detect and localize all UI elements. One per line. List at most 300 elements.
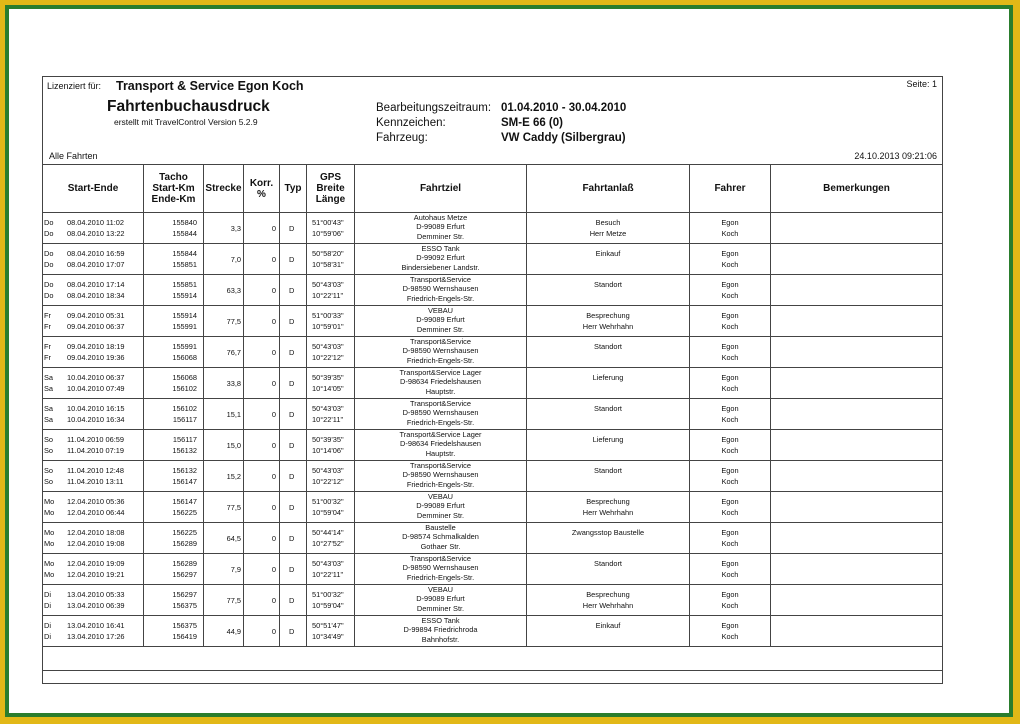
gps-lat: 51°00'32" xyxy=(312,497,344,506)
table-cell xyxy=(306,213,354,243)
destination-city: D-99894 Friedrichroda xyxy=(403,625,478,634)
destination-city: D-98574 Schmalkalden xyxy=(402,532,479,541)
start-datetime: 10.04.2010 06:37 xyxy=(67,373,125,382)
gps-lon: 10°27'52" xyxy=(312,539,344,548)
trip-type: D xyxy=(289,565,295,574)
table-cell xyxy=(354,244,526,274)
table-cell xyxy=(354,306,526,336)
destination-name: Transport&Service Lager xyxy=(399,368,482,377)
table-cell xyxy=(526,213,689,243)
table-cell xyxy=(354,492,526,522)
gps-lon: 10°34'49" xyxy=(312,632,344,641)
printed-date: 24.10.2013 09:21:06 xyxy=(854,151,937,161)
table-cell xyxy=(354,461,526,491)
table-cell xyxy=(526,523,689,553)
table-cell xyxy=(770,554,942,584)
table-cell xyxy=(526,554,689,584)
driver-lastname: Koch xyxy=(721,477,739,486)
table-cell xyxy=(203,213,243,243)
gps-lat: 50°43'03" xyxy=(312,404,344,413)
weekday: Mo xyxy=(44,570,55,579)
destination-name: Transport&Service xyxy=(410,275,471,284)
table-cell xyxy=(243,430,279,460)
table-row xyxy=(43,213,942,244)
table-cell xyxy=(689,337,770,367)
weekday: Sa xyxy=(44,373,54,382)
table-cell xyxy=(689,492,770,522)
table-cell xyxy=(770,585,942,615)
table-cell xyxy=(43,244,143,274)
end-datetime: 11.04.2010 13:11 xyxy=(67,477,124,486)
end-km: 156117 xyxy=(172,415,197,424)
table-cell xyxy=(243,213,279,243)
driver-lastname: Koch xyxy=(721,508,739,517)
table-cell xyxy=(43,492,143,522)
table-row xyxy=(43,306,942,337)
start-datetime: 11.04.2010 06:59 xyxy=(67,435,124,444)
weekday: Sa xyxy=(44,384,54,393)
trip-purpose: Einkauf xyxy=(595,249,621,258)
gps-lon: 10°22'11" xyxy=(312,570,344,579)
table-cell xyxy=(354,368,526,398)
table-cell xyxy=(770,523,942,553)
table-cell xyxy=(43,306,143,336)
destination-city: D-99089 Erfurt xyxy=(416,222,465,231)
distance: 77,5 xyxy=(226,317,241,326)
table-cell xyxy=(203,523,243,553)
end-km: 155851 xyxy=(172,260,197,269)
start-km: 155991 xyxy=(172,342,197,351)
table-cell xyxy=(306,461,354,491)
end-km: 155991 xyxy=(172,322,197,331)
end-datetime: 09.04.2010 06:37 xyxy=(67,322,125,331)
weekday: So xyxy=(44,446,54,455)
table-row xyxy=(43,492,942,523)
end-km: 156102 xyxy=(172,384,197,393)
start-datetime: 13.04.2010 16:41 xyxy=(67,621,125,630)
weekday: Sa xyxy=(44,415,54,424)
start-km: 155851 xyxy=(172,280,197,289)
end-datetime: 12.04.2010 19:08 xyxy=(67,539,125,548)
table-cell xyxy=(43,523,143,553)
correction: 0 xyxy=(271,472,276,481)
weekday: Fr xyxy=(44,322,51,331)
gps-lat: 50°43'03" xyxy=(312,280,344,289)
col-tacho xyxy=(143,165,203,212)
driver-firstname: Egon xyxy=(721,528,739,537)
gps-lon: 10°58'31" xyxy=(312,260,344,269)
col-fahrer: Fahrer xyxy=(689,165,770,212)
table-cell xyxy=(43,461,143,491)
table-cell xyxy=(279,213,306,243)
correction: 0 xyxy=(271,503,276,512)
table-cell xyxy=(243,306,279,336)
table-cell xyxy=(526,430,689,460)
gps-lat: 51°00'43" xyxy=(312,218,344,227)
trip-type: D xyxy=(289,379,295,388)
end-datetime: 10.04.2010 16:34 xyxy=(67,415,125,424)
table-cell xyxy=(306,523,354,553)
start-km: 155840 xyxy=(172,218,197,227)
driver-firstname: Egon xyxy=(721,621,739,630)
gps-lat: 51°00'32" xyxy=(312,590,344,599)
table-cell xyxy=(770,492,942,522)
table-row xyxy=(43,461,942,492)
weekday: Mo xyxy=(44,559,55,568)
table-cell xyxy=(43,616,143,646)
table-cell xyxy=(43,213,143,243)
destination-street: Demminer Str. xyxy=(416,604,465,613)
correction: 0 xyxy=(271,317,276,326)
start-datetime: 12.04.2010 19:09 xyxy=(67,559,125,568)
table-cell xyxy=(354,430,526,460)
table-cell xyxy=(143,337,203,367)
table-cell xyxy=(143,244,203,274)
table-cell xyxy=(43,585,143,615)
correction: 0 xyxy=(271,286,276,295)
weekday: Sa xyxy=(44,404,54,413)
gps-lat: 51°00'33" xyxy=(312,311,344,320)
destination-city: D-98590 Wernshausen xyxy=(402,346,479,355)
destination-street: Bindersiebener Landstr. xyxy=(401,263,480,272)
table-row xyxy=(43,523,942,554)
table-cell xyxy=(526,461,689,491)
driver-lastname: Koch xyxy=(721,570,739,579)
weekday: So xyxy=(44,477,54,486)
table-row xyxy=(43,554,942,585)
table-cell xyxy=(143,368,203,398)
destination-name: Transport&Service Lager xyxy=(399,430,482,439)
col-strecke: Strecke xyxy=(203,165,243,212)
destination-city: D-98634 Friedelshausen xyxy=(400,377,481,386)
trip-purpose: Lieferung xyxy=(592,373,624,382)
end-km: 156147 xyxy=(172,477,197,486)
destination-name: ESSO Tank xyxy=(421,616,460,625)
weekday: Do xyxy=(44,260,54,269)
start-km: 156132 xyxy=(172,466,197,475)
table-cell xyxy=(203,337,243,367)
driver-firstname: Egon xyxy=(721,249,739,258)
table-cell xyxy=(770,616,942,646)
destination-city: D-99089 Erfurt xyxy=(416,594,465,603)
trip-purpose: Standort xyxy=(594,342,622,351)
destination-street: Friedrich-Engels-Str. xyxy=(406,294,475,303)
table-cell xyxy=(143,213,203,243)
weekday: So xyxy=(44,466,54,475)
destination-street: Hauptstr. xyxy=(425,449,456,458)
correction: 0 xyxy=(271,410,276,419)
end-datetime: 11.04.2010 07:19 xyxy=(67,446,124,455)
table-cell xyxy=(354,554,526,584)
table-cell xyxy=(526,306,689,336)
weekday: Do xyxy=(44,291,54,300)
gps-lon: 10°59'04" xyxy=(312,508,344,517)
distance: 15,1 xyxy=(226,410,241,419)
table-row xyxy=(43,430,942,461)
table-cell xyxy=(143,523,203,553)
table-cell xyxy=(279,337,306,367)
plate-label: Kennzeichen: xyxy=(376,117,446,129)
table-cell xyxy=(43,337,143,367)
table-cell xyxy=(279,585,306,615)
contact-person: Herr Wehrhahn xyxy=(582,601,634,610)
driver-firstname: Egon xyxy=(721,590,739,599)
destination-city: D-98590 Wernshausen xyxy=(402,563,479,572)
gps-lat: 50°39'35" xyxy=(312,435,344,444)
table-cell xyxy=(306,368,354,398)
start-km: 156147 xyxy=(172,497,197,506)
start-datetime: 09.04.2010 18:19 xyxy=(67,342,125,351)
driver-lastname: Koch xyxy=(721,632,739,641)
trip-purpose: Standort xyxy=(594,280,622,289)
table-cell xyxy=(770,213,942,243)
table-cell xyxy=(770,368,942,398)
distance: 63,3 xyxy=(226,286,241,295)
trip-type: D xyxy=(289,255,295,264)
table-cell xyxy=(203,492,243,522)
start-datetime: 11.04.2010 12:48 xyxy=(67,466,124,475)
gps-lon: 10°14'06" xyxy=(312,446,344,455)
driver-lastname: Koch xyxy=(721,601,739,610)
table-cell xyxy=(526,492,689,522)
document-subtitle: erstellt mit TravelControl Version 5.2.9 xyxy=(114,117,258,127)
driver-firstname: Egon xyxy=(721,342,739,351)
destination-street: Demminer Str. xyxy=(416,232,465,241)
driver-firstname: Egon xyxy=(721,559,739,568)
col-korr-label: Korr. % xyxy=(249,177,274,200)
contact-person: Herr Wehrhahn xyxy=(582,322,634,331)
col-fahrtziel: Fahrtziel xyxy=(354,165,526,212)
gps-lon: 10°59'01" xyxy=(312,322,344,331)
start-datetime: 12.04.2010 05:36 xyxy=(67,497,125,506)
table-cell xyxy=(279,306,306,336)
weekday: Di xyxy=(44,632,51,641)
table-row xyxy=(43,244,942,275)
destination-name: Transport&Service xyxy=(410,399,471,408)
table-cell xyxy=(143,616,203,646)
destination-name: ESSO Tank xyxy=(421,244,460,253)
trip-purpose: Zwangsstop Baustelle xyxy=(571,528,645,537)
driver-firstname: Egon xyxy=(721,404,739,413)
table-cell xyxy=(526,368,689,398)
driver-firstname: Egon xyxy=(721,435,739,444)
table-row xyxy=(43,337,942,368)
table-cell xyxy=(770,275,942,305)
col-typ: Typ xyxy=(279,165,306,212)
trip-type: D xyxy=(289,534,295,543)
start-km: 155914 xyxy=(172,311,197,320)
weekday: Di xyxy=(44,621,51,630)
weekday: Mo xyxy=(44,528,55,537)
trip-type: D xyxy=(289,596,295,605)
col-anlass: Fahrtanlaß xyxy=(526,165,689,212)
table-cell xyxy=(770,306,942,336)
table-cell xyxy=(203,430,243,460)
table-cell xyxy=(526,616,689,646)
page-number: Seite: 1 xyxy=(906,79,937,89)
table-cell xyxy=(143,492,203,522)
weekday: So xyxy=(44,435,54,444)
table-footer-row xyxy=(43,649,942,671)
correction: 0 xyxy=(271,441,276,450)
weekday: Do xyxy=(44,218,54,227)
destination-street: Friedrich-Engels-Str. xyxy=(406,480,475,489)
gps-lon: 10°22'12" xyxy=(312,353,344,362)
table-cell xyxy=(526,399,689,429)
company-name: Transport & Service Egon Koch xyxy=(116,79,304,93)
table-cell xyxy=(143,275,203,305)
destination-street: Bahnhofstr. xyxy=(421,635,460,644)
trip-type: D xyxy=(289,410,295,419)
start-km: 156102 xyxy=(172,404,197,413)
table-cell xyxy=(770,430,942,460)
end-datetime: 08.04.2010 13:22 xyxy=(67,229,125,238)
table-cell xyxy=(279,461,306,491)
table-cell xyxy=(203,368,243,398)
period-value: 01.04.2010 - 30.04.2010 xyxy=(501,102,627,114)
trip-purpose: Besprechung xyxy=(586,311,630,320)
destination-city: D-98590 Wernshausen xyxy=(402,470,479,479)
table-cell xyxy=(143,430,203,460)
gps-lat: 50°43'03" xyxy=(312,342,344,351)
gps-lat: 50°51'47" xyxy=(312,621,344,630)
end-km: 155914 xyxy=(172,291,197,300)
table-cell xyxy=(43,399,143,429)
table-cell xyxy=(203,554,243,584)
table-cell xyxy=(689,430,770,460)
distance: 77,5 xyxy=(226,503,241,512)
table-cell xyxy=(279,399,306,429)
end-datetime: 08.04.2010 17:07 xyxy=(67,260,125,269)
driver-firstname: Egon xyxy=(721,497,739,506)
gps-lat: 50°43'03" xyxy=(312,466,344,475)
table-cell xyxy=(306,337,354,367)
destination-street: Hauptstr. xyxy=(425,387,456,396)
destination-street: Gothaer Str. xyxy=(420,542,461,551)
gps-lon: 10°22'11" xyxy=(312,291,344,300)
gps-lat: 50°58'20" xyxy=(312,249,344,258)
table-cell xyxy=(203,616,243,646)
table-row xyxy=(43,585,942,616)
table-cell xyxy=(306,585,354,615)
destination-city: D-98590 Wernshausen xyxy=(402,408,479,417)
table-cell xyxy=(689,368,770,398)
end-datetime: 13.04.2010 06:39 xyxy=(67,601,125,610)
table-cell xyxy=(306,306,354,336)
start-datetime: 09.04.2010 05:31 xyxy=(67,311,125,320)
table-row xyxy=(43,275,942,306)
table-cell xyxy=(143,461,203,491)
plate-value: SM-E 66 (0) xyxy=(501,117,563,129)
start-datetime: 08.04.2010 16:59 xyxy=(67,249,125,258)
weekday: Fr xyxy=(44,353,51,362)
weekday: Di xyxy=(44,590,51,599)
distance: 7,0 xyxy=(230,255,241,264)
end-km: 156068 xyxy=(172,353,197,362)
table-cell xyxy=(306,430,354,460)
trip-type: D xyxy=(289,627,295,636)
trip-type: D xyxy=(289,472,295,481)
end-km: 156289 xyxy=(172,539,197,548)
weekday: Do xyxy=(44,280,54,289)
table-cell xyxy=(770,399,942,429)
page-sheet xyxy=(9,9,1009,713)
driver-firstname: Egon xyxy=(721,466,739,475)
driver-lastname: Koch xyxy=(721,229,739,238)
table-cell xyxy=(203,585,243,615)
table-cell xyxy=(689,244,770,274)
end-km: 156225 xyxy=(172,508,197,517)
destination-name: Transport&Service xyxy=(410,337,471,346)
table-cell xyxy=(354,213,526,243)
start-km: 156289 xyxy=(172,559,197,568)
start-datetime: 10.04.2010 16:15 xyxy=(67,404,125,413)
table-cell xyxy=(243,523,279,553)
distance: 15,2 xyxy=(226,472,241,481)
table-cell xyxy=(143,306,203,336)
trip-purpose: Standort xyxy=(594,559,622,568)
table-cell xyxy=(43,368,143,398)
end-km: 156132 xyxy=(172,446,197,455)
trip-purpose: Besprechung xyxy=(586,497,630,506)
driver-lastname: Koch xyxy=(721,415,739,424)
filter-label: Alle Fahrten xyxy=(49,151,98,161)
gps-lon: 10°59'04" xyxy=(312,601,344,610)
gps-lat: 50°43'03" xyxy=(312,559,344,568)
table-cell xyxy=(689,399,770,429)
table-cell xyxy=(243,368,279,398)
table-cell xyxy=(306,554,354,584)
destination-city: D-99092 Erfurt xyxy=(416,253,465,262)
correction: 0 xyxy=(271,534,276,543)
weekday: Mo xyxy=(44,508,55,517)
correction: 0 xyxy=(271,348,276,357)
weekday: Di xyxy=(44,601,51,610)
table-cell xyxy=(203,275,243,305)
distance: 76,7 xyxy=(226,348,241,357)
start-km: 156225 xyxy=(172,528,197,537)
table-cell xyxy=(279,492,306,522)
table-cell xyxy=(243,492,279,522)
table-cell xyxy=(306,616,354,646)
period-label: Bearbeitungszeitraum: xyxy=(376,102,492,114)
trip-type: D xyxy=(289,441,295,450)
table-cell xyxy=(354,399,526,429)
trip-purpose: Besprechung xyxy=(586,590,630,599)
table-cell xyxy=(770,337,942,367)
table-cell xyxy=(354,275,526,305)
contact-person: Herr Wehrhahn xyxy=(582,508,634,517)
driver-lastname: Koch xyxy=(721,260,739,269)
table-row xyxy=(43,616,942,647)
start-datetime: 08.04.2010 11:02 xyxy=(67,218,124,227)
table-cell xyxy=(243,337,279,367)
trip-purpose: Lieferung xyxy=(592,435,624,444)
table-cell xyxy=(526,275,689,305)
table-cell xyxy=(279,430,306,460)
end-km: 156375 xyxy=(172,601,197,610)
gps-lat: 50°39'35" xyxy=(312,373,344,382)
destination-city: D-99089 Erfurt xyxy=(416,501,465,510)
destination-name: Transport&Service xyxy=(410,461,471,470)
table-cell xyxy=(279,554,306,584)
end-datetime: 10.04.2010 07:49 xyxy=(67,384,125,393)
document-title: Fahrtenbuchausdruck xyxy=(107,98,270,115)
trip-type: D xyxy=(289,317,295,326)
contact-person: Herr Metze xyxy=(589,229,627,238)
correction: 0 xyxy=(271,255,276,264)
table-cell xyxy=(689,554,770,584)
